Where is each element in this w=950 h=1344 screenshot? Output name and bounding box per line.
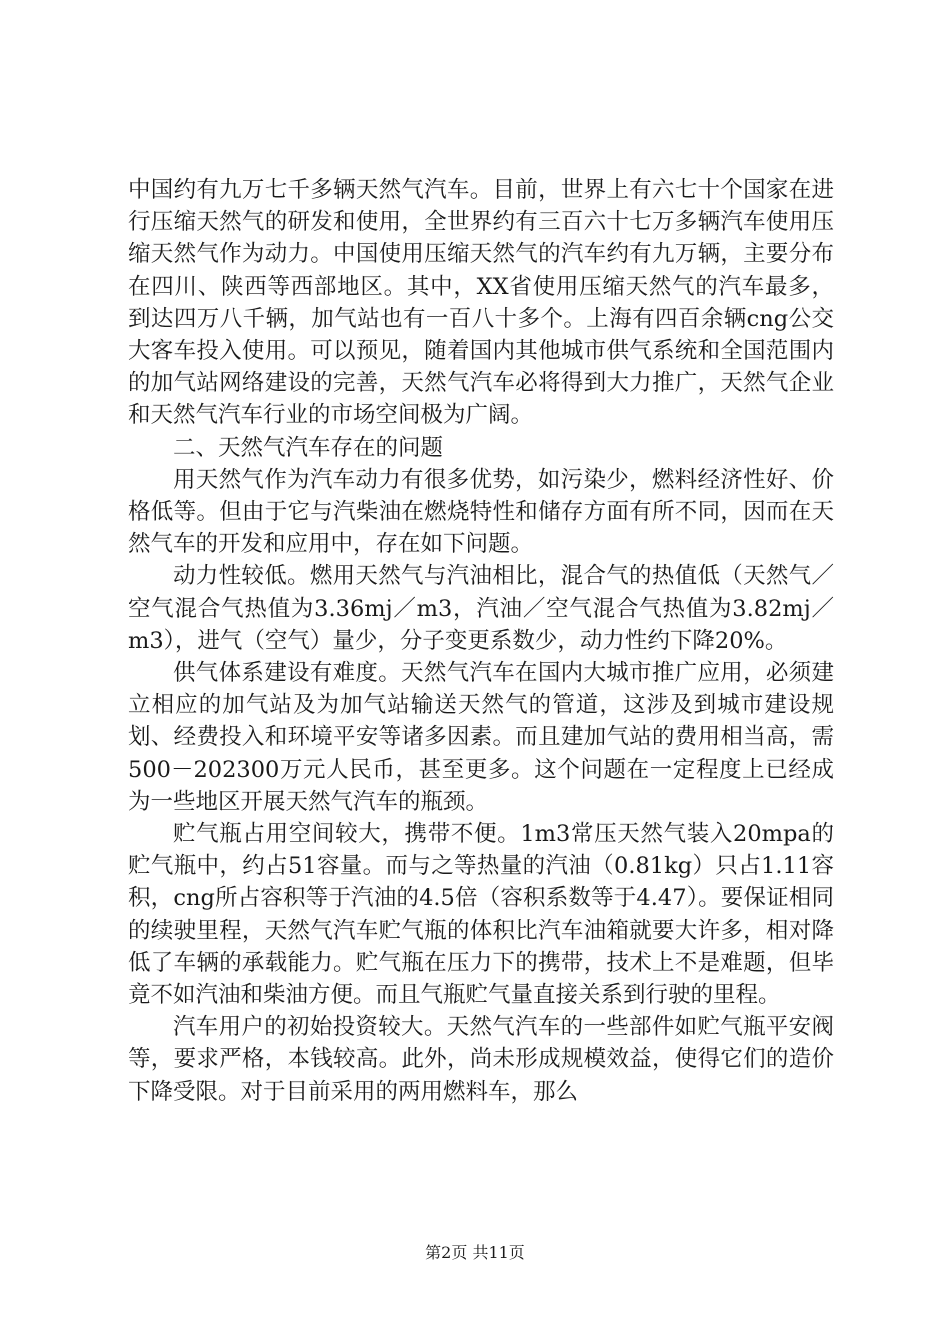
section-heading: 二、天然气汽车存在的问题	[173, 434, 444, 461]
paragraph-supply: 供气体系建设有难度。天然气汽车在国内大城市推广应用，必须建立相应的加气站及为加气站输送天然气的管道，这涉及到城市建设规划、经费投入和环境平安等诸多因素。而且建加气站的费用相当高，需500－202300万元人民币，甚至更多。这个问题在一定程度上已经成为一些地区开展天然气汽车的瓶颈。	[128, 660, 834, 815]
document-body	[128, 174, 834, 1108]
page-footer: 第2页 共11页	[425, 1243, 525, 1262]
paragraph-storage: 贮气瓶占用空间较大，携带不便。1m3常压天然气装入20mpa的贮气瓶中，约占51容量。而与之等热量的汽油（0.81kg）只占1.11容积，cng所占容积等于汽油的4.5倍（容积系数等于4.47）。要保证相同的续驶里程，天然气汽车贮气瓶的体积比汽车油箱就要大许多，相对降低了车辆的承载能力。贮气瓶在压力下的携带，技术上不是难题，但毕竟不如汽油和柴油方便。而且气瓶贮气量直接关系到行驶的里程。	[128, 821, 834, 1009]
paragraph-intro: 用天然气作为汽车动力有很多优势，如污染少，燃料经济性好、价格低等。但由于它与汽柴油在燃烧特性和储存方面有所不同，因而在天然气车的开发和应用中，存在如下问题。	[128, 466, 834, 558]
paragraph-investment: 汽车用户的初始投资较大。天然气汽车的一些部件如贮气瓶平安阀等，要求严格，本钱较高。此外，尚未形成规模效益，使得它们的造价下降受限。对于目前采用的两用燃料车，那么	[128, 1014, 834, 1105]
paragraph-power: 动力性较低。燃用天然气与汽油相比，混合气的热值低（天然气／空气混合气热值为3.36mj／m3，汽油／空气混合气热值为3.82mj／m3），进气（空气）量少，分子变更系数少，动力性约下降20%。	[128, 563, 834, 654]
paragraph-continuation: 中国约有九万七千多辆天然气汽车。目前，世界上有六七十个国家在进行压缩天然气的研发和使用，全世界约有三百六十七万多辆汽车使用压缩天然气作为动力。中国使用压缩天然气的汽车约有九万辆，主要分布在四川、陕西等西部地区。其中，XX省使用压缩天然气的汽车最多，到达四万八千辆，加气站也有一百八十多个。上海有四百余辆cng公交大客车投入使用。可以预见，随着国内其他城市供气系统和全国范围内的加气站网络建设的完善，天然气汽车必将得到大力推广，天然气企业和天然气汽车行业的市场空间极为广阔。	[128, 177, 834, 429]
